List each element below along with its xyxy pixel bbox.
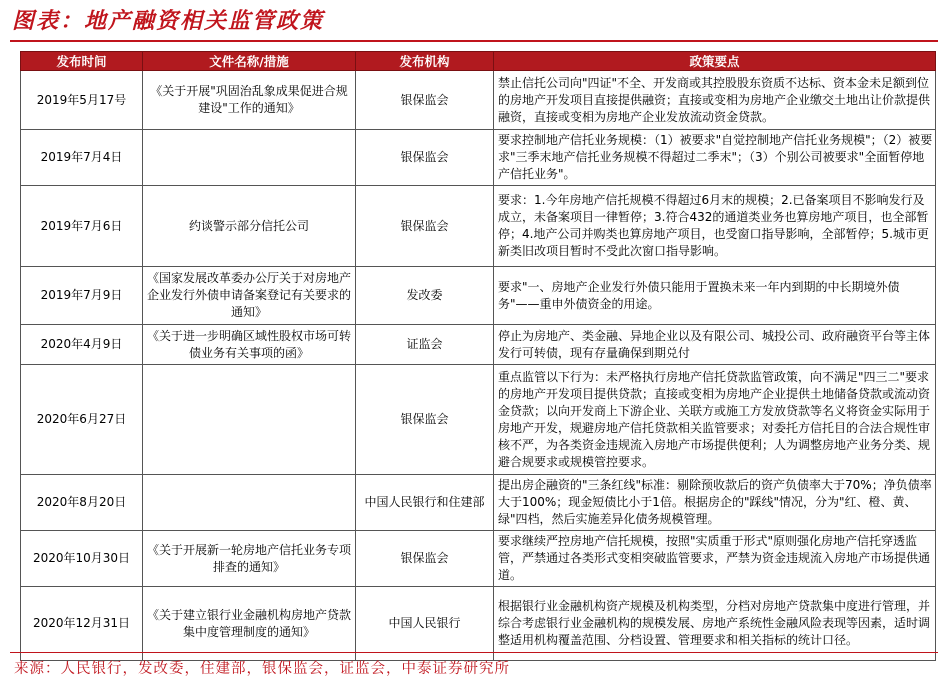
cell-date: 2020年10月30日	[21, 531, 143, 587]
cell-date: 2020年12月31日	[21, 587, 143, 661]
cell-points: 提出房企融资的"三条红线"标准：剔除预收款后的资产负债率大于70%；净负债率大于100%；现金短债比小于1倍。根据房企的"踩线"情况，分为"红、橙、黄、绿"四档，然后实施差异化债务规模管理。	[494, 475, 936, 531]
table-row	[21, 475, 936, 531]
cell-agency: 银保监会	[356, 186, 494, 267]
cell-points: 要求：1.今年房地产信托规模不得超过6月末的规模；2.已备案项目不影响发行及成立，未备案项目一律暂停；3.符合432的通道类业务也算房地产项目，也全部暂停；4.地产公司并购类也算房地产项目，也受窗口指导影响，全部暂停；5.城市更新类旧改项目暂时不受此次窗口指导影响。	[494, 186, 936, 267]
cell-points: 要求继续严控房地产信托规模，按照"实质重于形式"原则强化房地产信托穿透监管，严禁通过各类形式变相突破监管要求，严禁为资金违规流入房地产市场提供通道。	[494, 531, 936, 587]
table-row	[21, 186, 936, 267]
header-date: 发布时间	[21, 52, 143, 71]
header-points: 政策要点	[494, 52, 936, 71]
cell-agency: 银保监会	[356, 531, 494, 587]
cell-date: 2019年7月9日	[21, 267, 143, 325]
table-row	[21, 325, 936, 365]
cell-agency: 银保监会	[356, 130, 494, 186]
cell-document	[143, 475, 356, 531]
cell-date: 2020年4月9日	[21, 325, 143, 365]
cell-date: 2019年7月6日	[21, 186, 143, 267]
cell-agency: 中国人民银行和住建部	[356, 475, 494, 531]
cell-agency: 证监会	[356, 325, 494, 365]
table-header-row	[21, 52, 936, 71]
cell-agency: 发改委	[356, 267, 494, 325]
policy-table	[20, 51, 936, 661]
cell-points: 要求"一、房地产企业发行外债只能用于置换未来一年内到期的中长期境外债务"——重申外债资金的用途。	[494, 267, 936, 325]
header-agency: 发布机构	[356, 52, 494, 71]
cell-date: 2019年5月17号	[21, 71, 143, 130]
page-title: 图表：地产融资相关监管政策	[12, 8, 325, 34]
cell-agency: 银保监会	[356, 365, 494, 475]
cell-date: 2020年6月27日	[21, 365, 143, 475]
cell-points: 重点监管以下行为：未严格执行房地产信托贷款监管政策，向不满足"四三二"要求的房地产开发项目提供贷款；直接或变相为房地产企业提供土地储备贷款或流动资金贷款；以向开发商上下游企业、关联方或施工方发放贷款等名义将资金实际用于房地产开发，规避房地产信托贷款相关监管要求；对委托方信托目的合法合规性审核不严，为各类资金违规流入房地产市场提供便利；人为调整房地产业务分类、规避合规要求或规模管控要求。	[494, 365, 936, 475]
table-row	[21, 365, 936, 475]
cell-points: 要求控制地产信托业务规模：（1）被要求"自觉控制地产信托业务规模"；（2）被要求"三季末地产信托业务规模不得超过二季末"；（3）个别公司被要求"全面暂停地产信托业务"。	[494, 130, 936, 186]
cell-document: 《关于开展新一轮房地产信托业务专项排查的通知》	[143, 531, 356, 587]
table-row	[21, 267, 936, 325]
cell-document: 《国家发展改革委办公厅关于对房地产企业发行外债申请备案登记有关要求的通知》	[143, 267, 356, 325]
header-document: 文件名称/措施	[143, 52, 356, 71]
cell-document	[143, 365, 356, 475]
cell-document	[143, 130, 356, 186]
table-row	[21, 130, 936, 186]
cell-document: 《关于建立银行业金融机构房地产贷款集中度管理制度的通知》	[143, 587, 356, 661]
cell-document: 《关于进一步明确区域性股权市场可转债业务有关事项的函》	[143, 325, 356, 365]
cell-agency: 银保监会	[356, 71, 494, 130]
title-divider	[10, 40, 938, 42]
cell-points: 停止为房地产、类金融、异地企业以及有限公司、城投公司、政府融资平台等主体发行可转债，现有存量确保到期兑付	[494, 325, 936, 365]
source-divider	[10, 652, 938, 653]
source-note: 来源：人民银行，发改委，住建部，银保监会，证监会，中泰证券研究所	[14, 661, 510, 677]
table-row	[21, 71, 936, 130]
cell-date: 2020年8月20日	[21, 475, 143, 531]
table-row	[21, 531, 936, 587]
cell-points: 禁止信托公司向"四证"不全、开发商或其控股股东资质不达标、资本金未足额到位的房地产开发项目直接提供融资；直接或变相为房地产企业缴交土地出让价款提供融资，直接或变相为房地产企业发放流动资金贷款。	[494, 71, 936, 130]
cell-points: 根据银行业金融机构资产规模及机构类型，分档对房地产贷款集中度进行管理，并综合考虑银行业金融机构的规模发展、房地产系统性金融风险表现等因素，适时调整适用机构覆盖范围、分档设置、管理要求和相关指标的统计口径。	[494, 587, 936, 661]
cell-document: 约谈警示部分信托公司	[143, 186, 356, 267]
table-row	[21, 587, 936, 661]
cell-date: 2019年7月4日	[21, 130, 143, 186]
cell-document: 《关于开展"巩固治乱象成果促进合规建设"工作的通知》	[143, 71, 356, 130]
cell-agency: 中国人民银行	[356, 587, 494, 661]
